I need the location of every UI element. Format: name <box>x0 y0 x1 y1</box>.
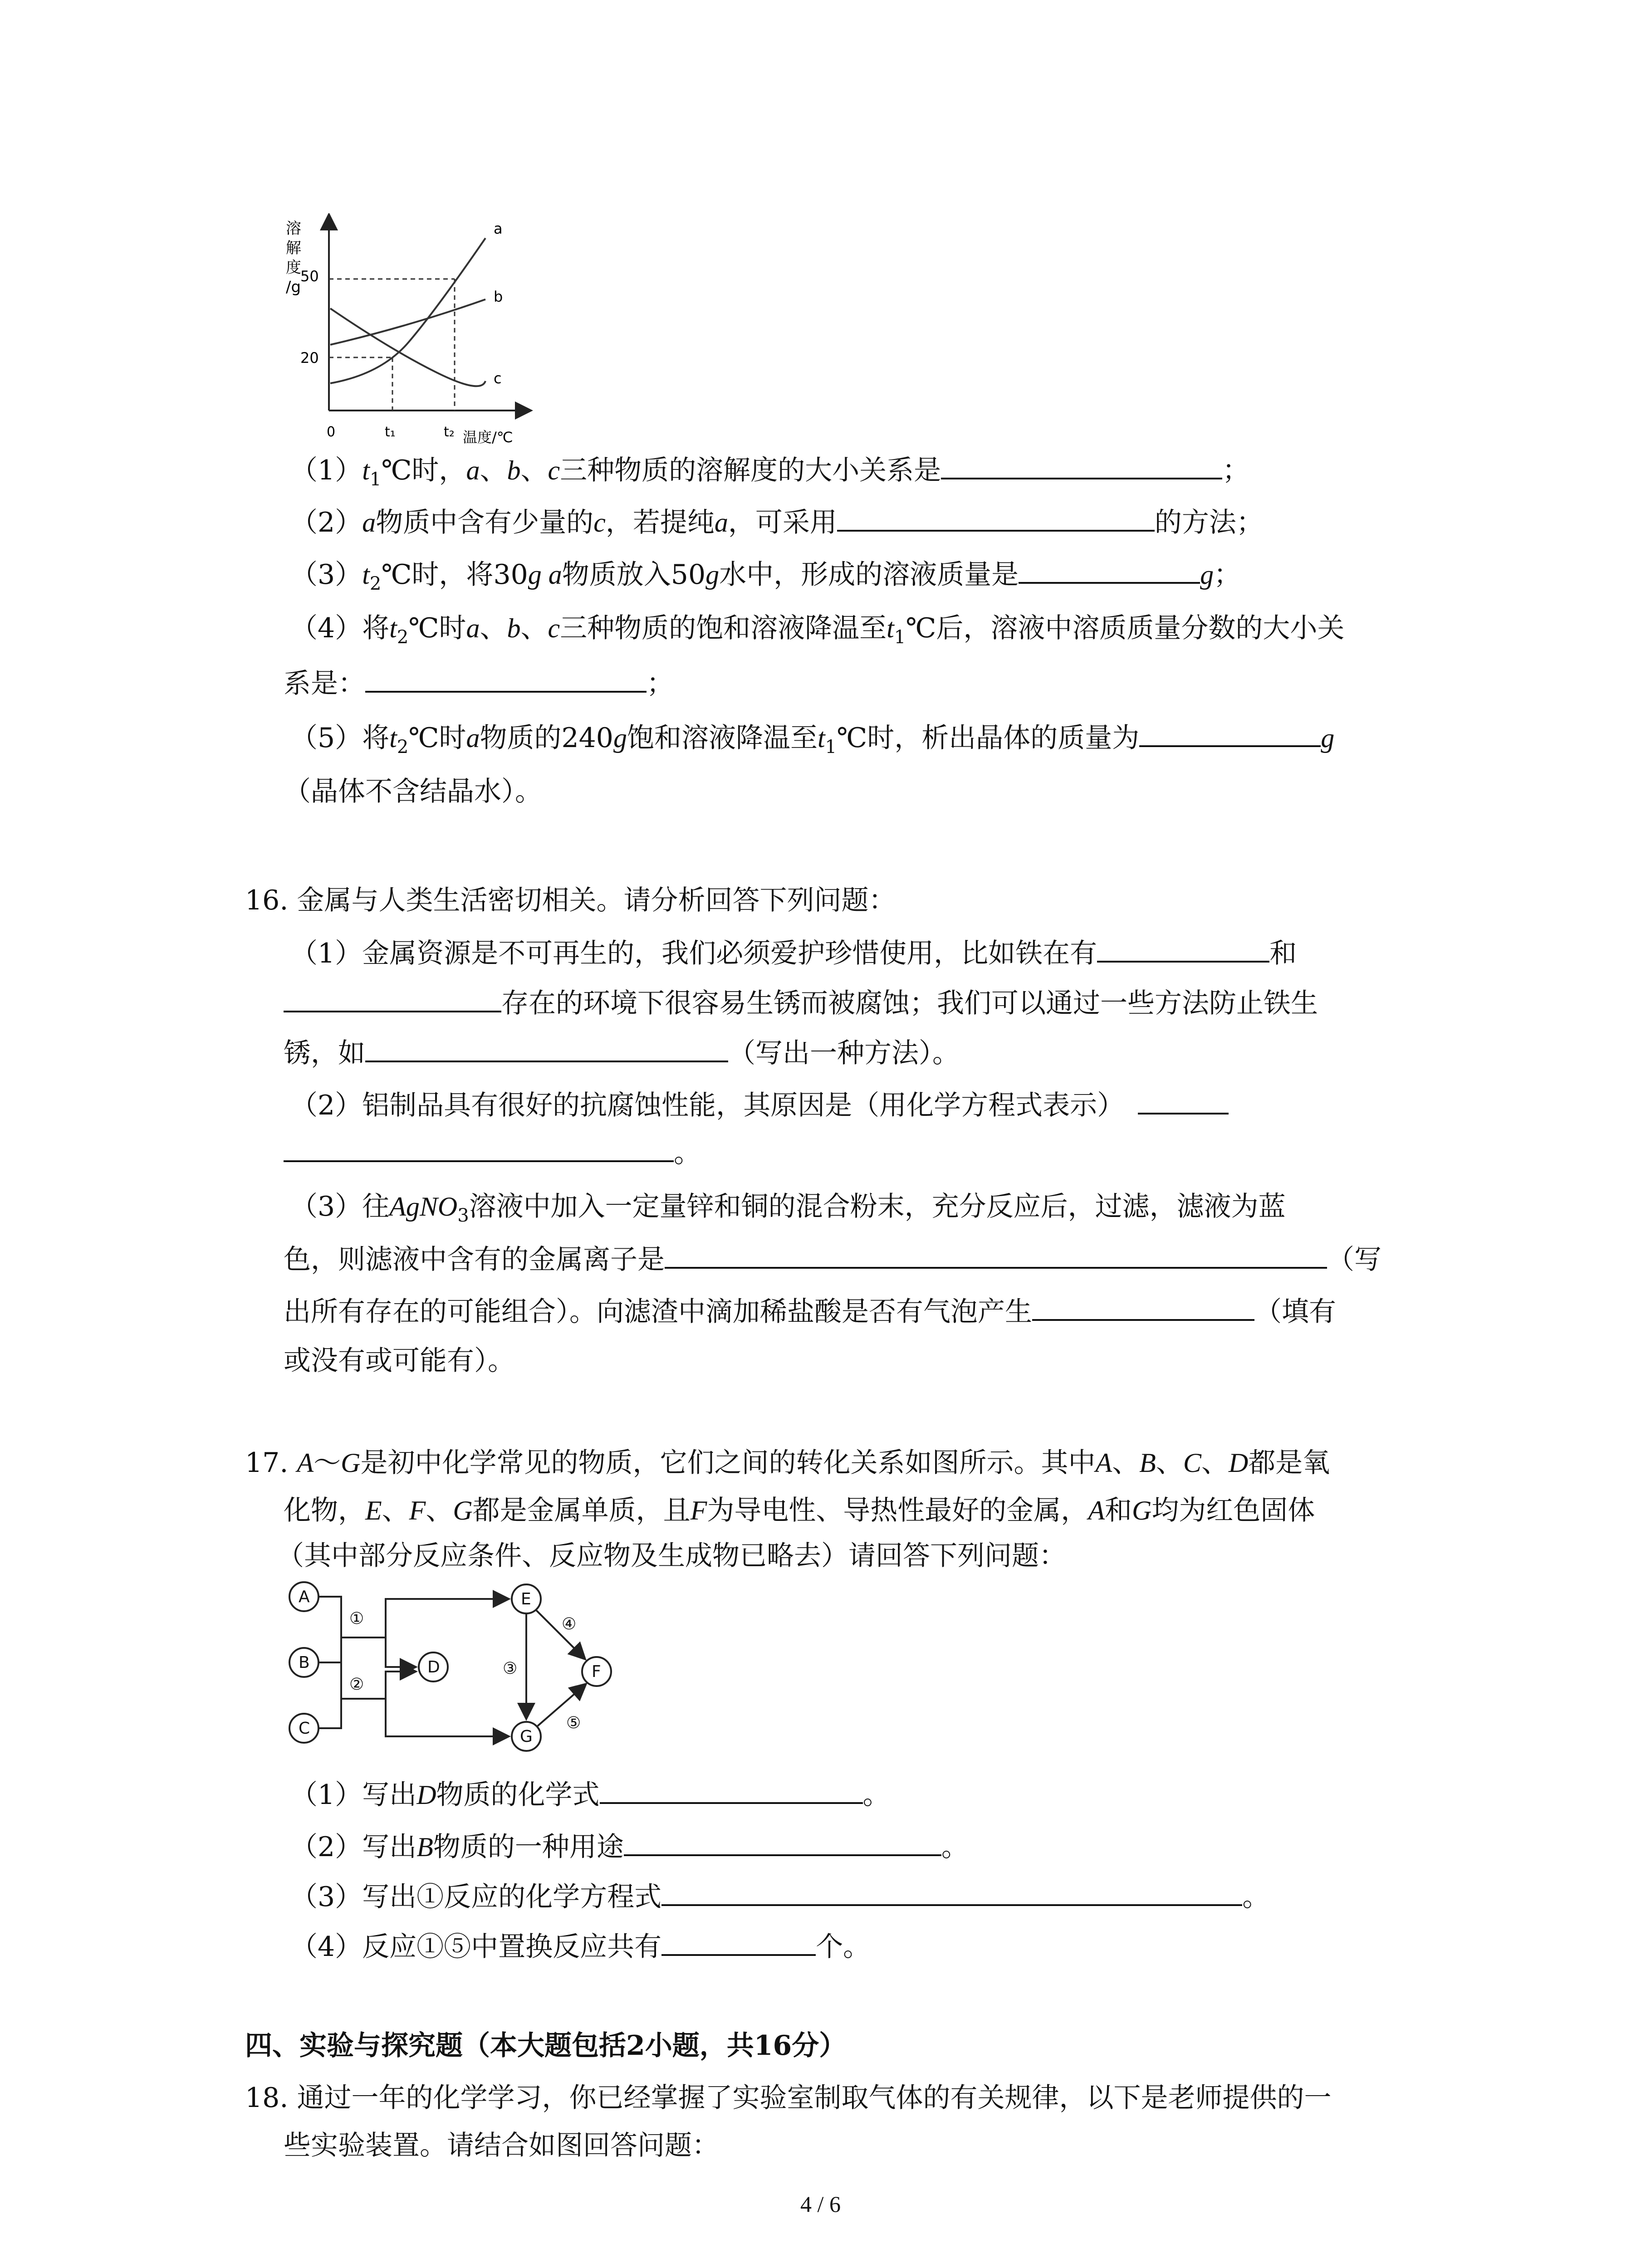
q16-stem: 16. 金属与人类生活密切相关。请分析回答下列问题： <box>245 885 896 916</box>
node-g-label: G <box>520 1727 533 1746</box>
q18-line2: 些实验装置。请结合如图回答问题： <box>284 2130 719 2161</box>
q17-stem-line1: 17. A～G是初中化学常见的物质，它们之间的转化关系如图所示。其中A、B、C、D都是氧 <box>245 1447 1330 1479</box>
curve-a <box>330 238 485 383</box>
page-number: 4 / 6 <box>800 2191 841 2217</box>
arrow-1-e <box>386 1599 509 1637</box>
curve-label-c: c <box>494 370 502 387</box>
q16-part2-line1: （2）铝制品具有很好的抗腐蚀性能，其原因是（用化学方程式表示） <box>290 1086 1229 1124</box>
section-4-heading: 四、实验与探究题（本大题包括2小题，共16分） <box>245 2030 847 2062</box>
q15-part4-cont: 系是： ； <box>284 665 674 702</box>
solubility-graph <box>272 213 544 449</box>
answer-blank[interactable] <box>1032 1293 1254 1321</box>
x-tick-t1: t₁ <box>385 424 396 440</box>
answer-blank[interactable] <box>941 451 1222 479</box>
q17-stem-line3: （其中部分反应条件、反应物及生成物已略去）请回答下列问题： <box>277 1540 1066 1572</box>
x-tick-t2: t₂ <box>444 424 455 440</box>
q17-part3: （3）写出①反应的化学方程式 。 <box>290 1878 1269 1915</box>
link-b2 <box>318 1662 341 1699</box>
y-axis-label-2: 解 <box>286 239 301 257</box>
node-a-label: A <box>299 1588 310 1606</box>
node-f-label: F <box>592 1662 601 1681</box>
arrow-2-d <box>386 1672 416 1699</box>
link-a <box>318 1597 341 1637</box>
answer-blank[interactable] <box>661 1878 1242 1906</box>
q17-part1: （1）写出D物质的化学式 。 <box>290 1776 890 1813</box>
q15-part1: $(1)t_1℃$时，a、b、c三种物质的溶解度的大小关系是 ； <box>290 451 1249 498</box>
curve-label-b: b <box>494 288 503 305</box>
q17-part4: （4）反应①⑤中置换反应共有 个。 <box>290 1928 870 1965</box>
answer-blank[interactable] <box>1019 556 1200 584</box>
answer-blank[interactable] <box>661 1928 816 1956</box>
step-2: ② <box>349 1675 364 1694</box>
q15-part4: （4）将$t_2℃$时a、b、c三种物质的饱和溶液降温至$t_1℃$后，溶液中溶质质量分数的大小关 <box>290 612 1345 648</box>
y-tick-50: 50 <box>300 268 319 285</box>
q16-part3-line3: 出所有存在的可能组合）。向滤渣中滴加稀盐酸是否有气泡产生 （填有 <box>284 1293 1336 1330</box>
answer-blank[interactable] <box>624 1828 941 1856</box>
q18-line1: 18. 通过一年的化学学习，你已经掌握了实验室制取气体的有关规律，以下是老师提供的一 <box>245 2082 1332 2114</box>
q15-part5-cont: （晶体不含结晶水）。 <box>284 776 542 807</box>
step-1: ① <box>349 1609 364 1628</box>
q16-part3-line4: 或没有或可能有）。 <box>284 1345 515 1377</box>
answer-blank[interactable] <box>600 1776 863 1804</box>
answer-blank[interactable] <box>1139 719 1321 747</box>
answer-blank[interactable] <box>284 1134 674 1162</box>
arrow-2-g <box>386 1699 509 1736</box>
answer-blank[interactable] <box>665 1241 1327 1269</box>
q17-stem-line2: 化物，E、F、G都是金属单质，且F为导电性、导热性最好的金属，A和G均为红色固体 <box>284 1495 1315 1526</box>
q16-part1-line2: 存在的环境下很容易生锈而被腐蚀；我们可以通过一些方法防止铁生 <box>284 984 1318 1022</box>
x-axis-label: 温度/℃ <box>463 429 513 446</box>
answer-blank[interactable] <box>837 503 1155 532</box>
y-axis-label-1: 溶 <box>286 220 301 238</box>
arrow-4 <box>536 1610 585 1659</box>
q16-part3-line2: 色，则滤液中含有的金属离子是 （写 <box>284 1241 1381 1278</box>
step-5: ⑤ <box>566 1714 581 1732</box>
curve-label-a: a <box>494 220 503 237</box>
node-b-label: B <box>299 1653 310 1672</box>
y-tick-20: 20 <box>300 349 319 367</box>
q16-part2-line2: 。 <box>284 1134 701 1171</box>
curve-b <box>330 299 485 345</box>
answer-blank[interactable] <box>284 984 501 1012</box>
answer-blank[interactable] <box>365 1034 728 1062</box>
arrow-1-d <box>386 1637 416 1667</box>
step-3: ③ <box>503 1659 518 1678</box>
q15-part5: （5）将$t_2℃$时a物质的240g饱和溶液降温至$t_1℃$时，析出晶体的质量为 g <box>290 719 1334 765</box>
y-axis-label-3: 度 <box>286 259 301 277</box>
curve-c <box>330 308 485 386</box>
q16-part1-line1: （1）金属资源是不可再生的，我们必须爱护珍惜使用，比如铁在有 和 <box>290 934 1297 972</box>
q17-part2: （2）写出B物质的一种用途 。 <box>290 1828 969 1865</box>
conversion-diagram <box>272 1579 635 1769</box>
y-axis-label-4: /g <box>286 278 301 296</box>
x-tick-0: 0 <box>327 424 336 440</box>
q16-part1-line3: 锈，如 （写出一种方法）。 <box>284 1034 960 1071</box>
q16-part3-line1: （3）往AgNO$_3$溶液中加入一定量锌和铜的混合粉末，充分反应后，过滤，滤液为蓝 <box>290 1191 1286 1226</box>
link-c <box>318 1699 341 1728</box>
answer-blank[interactable] <box>365 665 647 693</box>
node-e-label: E <box>521 1590 531 1608</box>
answer-blank[interactable] <box>1097 934 1269 963</box>
link-b <box>318 1637 341 1662</box>
step-4: ④ <box>562 1615 577 1633</box>
q15-part3: $(3)t_2℃$时，将30g a物质放入50g水中，形成的溶液质量是 g； <box>290 556 1241 602</box>
node-c-label: C <box>299 1719 310 1738</box>
q15-part2: （2）a物质中含有少量的c，若提纯a，可采用 的方法； <box>290 503 1264 541</box>
node-d-label: D <box>427 1658 440 1677</box>
answer-blank[interactable] <box>1138 1086 1229 1114</box>
